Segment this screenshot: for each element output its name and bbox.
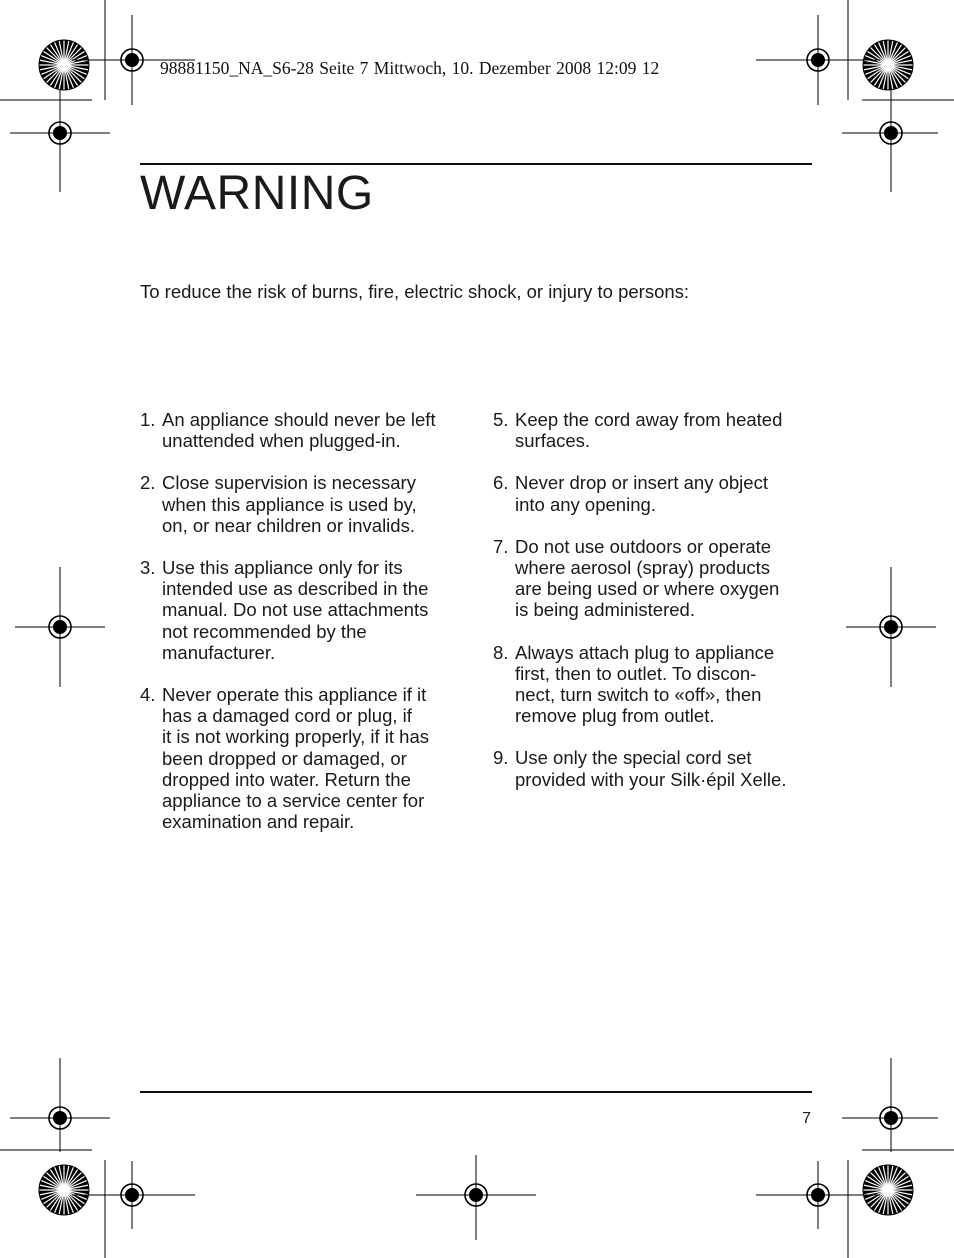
top-rule xyxy=(140,163,812,165)
list-item xyxy=(493,472,823,514)
item-number: 6. xyxy=(493,472,509,494)
item-text: Never operate this appliance if it has a damaged cord or plug, if it is not working properly, if it has been dropped or damaged, or dropped into water. Return the appliance to a service center for examination and repair. xyxy=(162,684,429,833)
item-number: 5. xyxy=(493,409,509,430)
item-text: Use this appliance only for its intended use as described in the manual. Do not use attachments not recommended by the manufacturer. xyxy=(162,557,429,663)
list-item xyxy=(493,536,823,621)
item-text: Keep the cord away from heated surfaces. xyxy=(515,409,783,452)
item-text: An appliance should never be left unattended when plugged-in. xyxy=(162,409,436,452)
item-text: Always attach plug to appliance first, then to outlet. To discon- nect, turn switch to «off», then remove plug from outlet. xyxy=(515,641,775,727)
print-slug: 98881150_NA_S6-28 Seite 7 Mittwoch, 10. Dezember 2008 12:09 12 xyxy=(160,58,660,78)
list-item xyxy=(140,472,470,536)
warning-list-left xyxy=(140,409,470,853)
item-number: 1. xyxy=(140,409,156,430)
item-number: 7. xyxy=(493,535,509,557)
item-text: Do not use outdoors or operate where aerosol (spray) products are being used or where oxygen is being administered. xyxy=(515,535,780,621)
item-number: 4. xyxy=(140,684,156,706)
list-item xyxy=(140,409,470,451)
item-number: 3. xyxy=(140,557,156,579)
list-item xyxy=(493,409,823,451)
item-number: 9. xyxy=(493,747,509,769)
warning-list-right xyxy=(493,409,823,811)
item-number: 2. xyxy=(140,472,156,494)
page-number: 7 xyxy=(802,1110,811,1127)
list-item xyxy=(493,642,823,727)
bottom-rule xyxy=(140,1091,812,1093)
list-item xyxy=(140,684,470,832)
item-text: Close supervision is necessary when this appliance is used by, on, or near children or invalids. xyxy=(162,472,417,536)
item-text: Never drop or insert any object into any opening. xyxy=(515,472,768,515)
list-item xyxy=(493,747,823,789)
intro-text: To reduce the risk of burns, fire, electric shock, or injury to persons: xyxy=(140,281,690,302)
page-title: WARNING xyxy=(140,167,374,220)
item-text: Use only the special cord set provided with your Silk·épil Xelle. xyxy=(515,747,787,790)
item-number: 8. xyxy=(493,641,509,663)
list-item xyxy=(140,557,470,663)
